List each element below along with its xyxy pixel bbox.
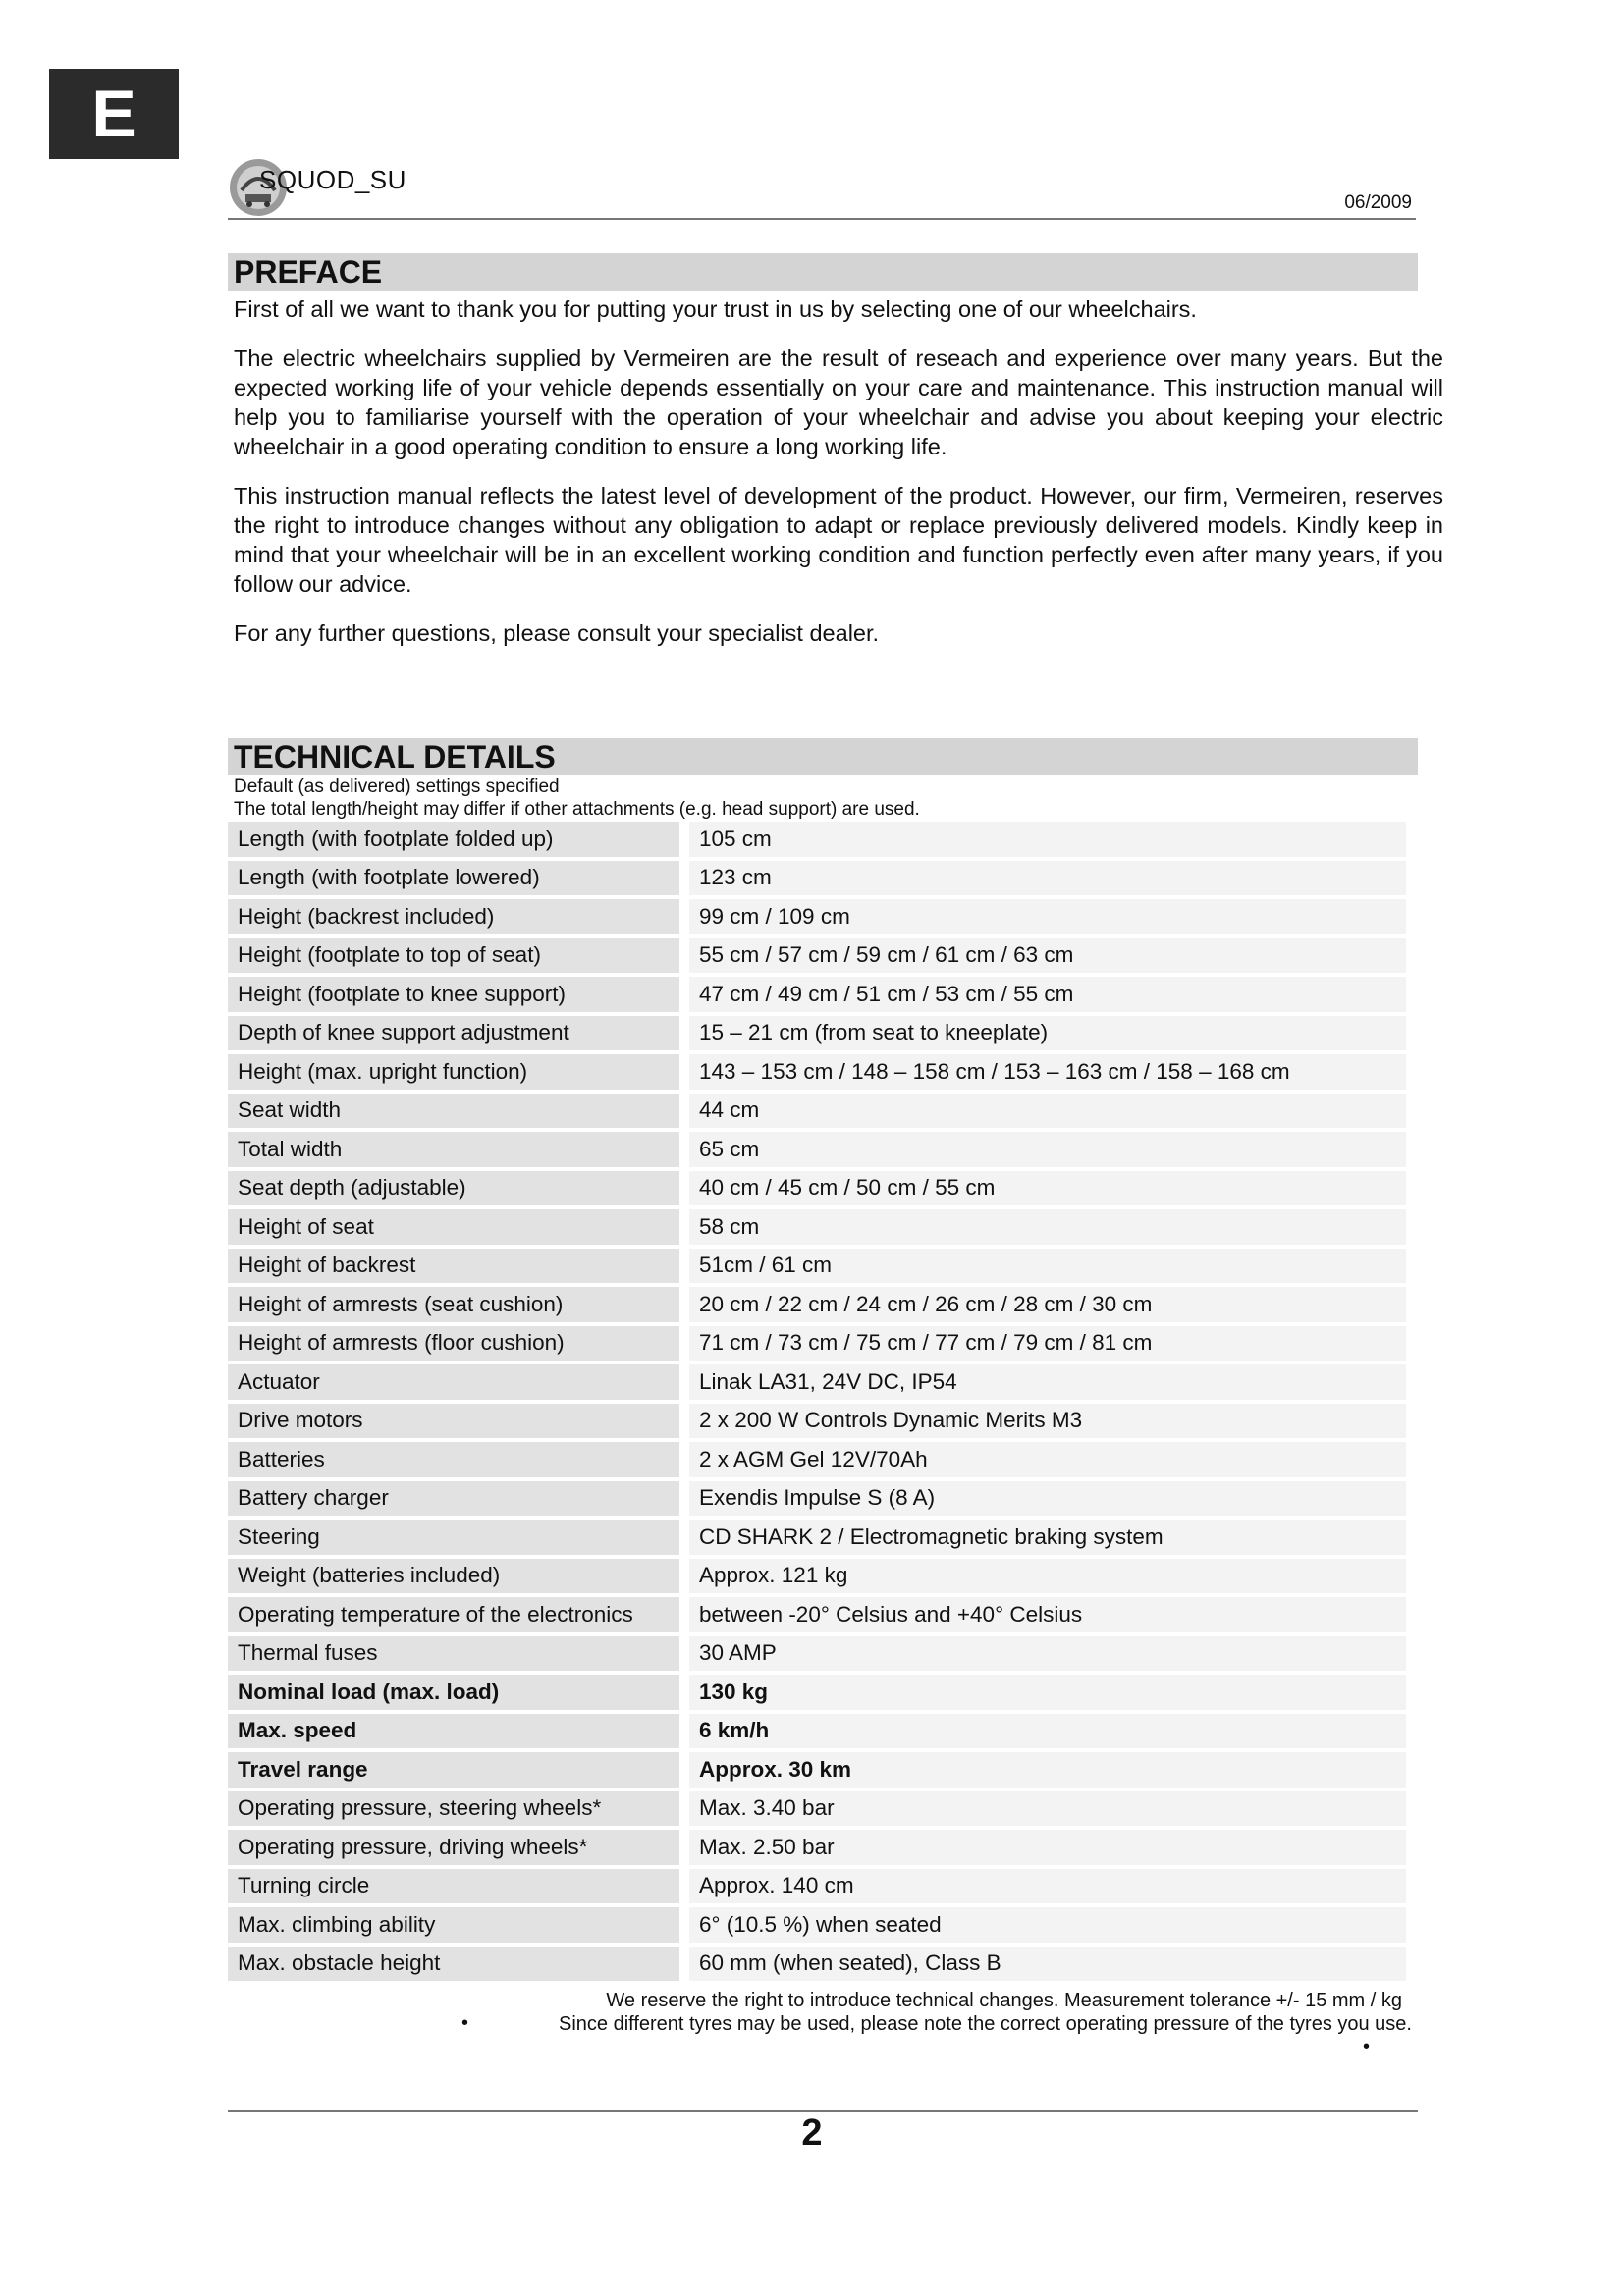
spec-value: 105 cm xyxy=(689,822,1406,857)
spec-value: Max. 2.50 bar xyxy=(689,1830,1406,1865)
column-gap xyxy=(679,1209,689,1245)
column-gap xyxy=(679,861,689,896)
spec-label: Height of seat xyxy=(228,1209,679,1245)
column-gap xyxy=(679,1559,689,1594)
spec-value: 71 cm / 73 cm / 75 cm / 77 cm / 79 cm / 81 cm xyxy=(689,1326,1406,1362)
column-gap xyxy=(679,1714,689,1749)
column-gap xyxy=(679,1287,689,1322)
preface-paragraph: The electric wheelchairs supplied by Vermeiren are the result of reseach and experience over many years. But the expected working life of your vehicle depends essentially on your care and maintenance. This instruction manual will help you to familiarise yourself with the operation of your wheelchair and advise you about keeping your electric wheelchair in a good operating condition to ensure a long working life. xyxy=(234,346,1443,459)
table-row xyxy=(228,1791,1406,1827)
spec-label: Nominal load (max. load) xyxy=(228,1675,679,1710)
spec-value: Approx. 140 cm xyxy=(689,1869,1406,1904)
table-row xyxy=(228,1597,1406,1632)
tyre-pressure-note: Since different tyres may be used, please note the correct operating pressure of the tyres you use. xyxy=(558,2013,1412,2035)
spec-label: Max. obstacle height xyxy=(228,1947,679,1982)
table-row xyxy=(228,1249,1406,1284)
column-gap xyxy=(679,938,689,974)
column-gap xyxy=(679,1869,689,1904)
column-gap xyxy=(679,1907,689,1943)
preface-paragraph: First of all we want to thank you for putting your trust in us by selecting one of our wheelchairs. xyxy=(234,296,1197,322)
spec-value: 15 – 21 cm (from seat to kneeplate) xyxy=(689,1016,1406,1051)
language-tab: E xyxy=(49,69,179,159)
technical-details-table xyxy=(228,818,1406,1985)
table-row xyxy=(228,822,1406,857)
spec-value: 6 km/h xyxy=(689,1714,1406,1749)
table-row xyxy=(228,1752,1406,1788)
spec-value: Approx. 30 km xyxy=(689,1752,1406,1788)
spec-label: Height (footplate to top of seat) xyxy=(228,938,679,974)
spec-label: Height of armrests (seat cushion) xyxy=(228,1287,679,1322)
column-gap xyxy=(679,1830,689,1865)
column-gap xyxy=(679,1132,689,1167)
spec-value: 143 – 153 cm / 148 – 158 cm / 153 – 163 cm / 158 – 168 cm xyxy=(689,1054,1406,1090)
column-gap xyxy=(679,1481,689,1517)
table-row xyxy=(228,938,1406,974)
column-gap xyxy=(679,822,689,857)
spec-label: Height (max. upright function) xyxy=(228,1054,679,1090)
preface-body xyxy=(228,294,1449,648)
model-name: SQUOD_SU xyxy=(259,165,406,194)
table-row xyxy=(228,1364,1406,1400)
column-gap xyxy=(679,1016,689,1051)
table-row xyxy=(228,1094,1406,1129)
table-row xyxy=(228,1209,1406,1245)
spec-value: 6° (10.5 %) when seated xyxy=(689,1907,1406,1943)
spec-value: Exendis Impulse S (8 A) xyxy=(689,1481,1406,1517)
spec-label: Height (backrest included) xyxy=(228,899,679,934)
table-row xyxy=(228,1830,1406,1865)
column-gap xyxy=(679,1054,689,1090)
table-row xyxy=(228,1714,1406,1749)
table-row xyxy=(228,1404,1406,1439)
page-number: 2 xyxy=(801,2112,823,2154)
spec-label: Operating pressure, driving wheels* xyxy=(228,1830,679,1865)
document-date: 06/2009 xyxy=(1344,192,1412,213)
table-row xyxy=(228,1907,1406,1943)
column-gap xyxy=(679,899,689,934)
spec-label: Height of backrest xyxy=(228,1249,679,1284)
spec-label: Battery charger xyxy=(228,1481,679,1517)
spec-value: 30 AMP xyxy=(689,1636,1406,1672)
spec-value: CD SHARK 2 / Electromagnetic braking system xyxy=(689,1520,1406,1555)
spec-value: 2 x AGM Gel 12V/70Ah xyxy=(689,1442,1406,1477)
spec-value: 130 kg xyxy=(689,1675,1406,1710)
spec-value: 58 cm xyxy=(689,1209,1406,1245)
spec-label: Depth of knee support adjustment xyxy=(228,1016,679,1051)
spec-label: Weight (batteries included) xyxy=(228,1559,679,1594)
spec-label: Height of armrests (floor cushion) xyxy=(228,1326,679,1362)
technical-details-title: TECHNICAL DETAILS xyxy=(228,738,1418,775)
spec-label: Thermal fuses xyxy=(228,1636,679,1672)
spec-label: Actuator xyxy=(228,1364,679,1400)
table-row xyxy=(228,899,1406,934)
spec-value: 99 cm / 109 cm xyxy=(689,899,1406,934)
spec-label: Length (with footplate lowered) xyxy=(228,861,679,896)
spec-value: 55 cm / 57 cm / 59 cm / 61 cm / 63 cm xyxy=(689,938,1406,974)
technical-details-section xyxy=(228,738,1418,1985)
spec-value: 20 cm / 22 cm / 24 cm / 26 cm / 28 cm / 30 cm xyxy=(689,1287,1406,1322)
table-row xyxy=(228,861,1406,896)
page-header xyxy=(228,147,1416,220)
table-row xyxy=(228,1520,1406,1555)
column-gap xyxy=(679,1752,689,1788)
table-row xyxy=(228,977,1406,1012)
spec-label: Height (footplate to knee support) xyxy=(228,977,679,1012)
spec-label: Total width xyxy=(228,1132,679,1167)
preface-title: PREFACE xyxy=(228,253,1418,291)
spec-value: 51cm / 61 cm xyxy=(689,1249,1406,1284)
column-gap xyxy=(679,977,689,1012)
column-gap xyxy=(679,1520,689,1555)
spec-value: 65 cm xyxy=(689,1132,1406,1167)
spec-label: Steering xyxy=(228,1520,679,1555)
table-row xyxy=(228,1947,1406,1982)
attachments-note: The total length/height may differ if other attachments (e.g. head support) are used. xyxy=(234,799,920,820)
spec-value: 47 cm / 49 cm / 51 cm / 53 cm / 55 cm xyxy=(689,977,1406,1012)
table-row xyxy=(228,1869,1406,1904)
spec-label: Drive motors xyxy=(228,1404,679,1439)
column-gap xyxy=(679,1675,689,1710)
spec-value: Approx. 121 kg xyxy=(689,1559,1406,1594)
spec-label: Seat depth (adjustable) xyxy=(228,1171,679,1206)
bullet: • xyxy=(461,2012,469,2034)
table-row xyxy=(228,1442,1406,1477)
column-gap xyxy=(679,1636,689,1672)
spec-value: 2 x 200 W Controls Dynamic Merits M3 xyxy=(689,1404,1406,1439)
table-row xyxy=(228,1287,1406,1322)
spec-label: Length (with footplate folded up) xyxy=(228,822,679,857)
column-gap xyxy=(679,1947,689,1982)
column-gap xyxy=(679,1171,689,1206)
technical-changes-note: We reserve the right to introduce technical changes. Measurement tolerance +/- 15 mm / kg xyxy=(606,1990,1402,2011)
bullet: • xyxy=(1363,2036,1371,2057)
table-row xyxy=(228,1559,1406,1594)
spec-value: 60 mm (when seated), Class B xyxy=(689,1947,1406,1982)
column-gap xyxy=(679,1791,689,1827)
spec-label: Max. speed xyxy=(228,1714,679,1749)
spec-value: 40 cm / 45 cm / 50 cm / 55 cm xyxy=(689,1171,1406,1206)
column-gap xyxy=(679,1249,689,1284)
table-row xyxy=(228,1016,1406,1051)
column-gap xyxy=(679,1326,689,1362)
table-row xyxy=(228,1054,1406,1090)
spec-value: Max. 3.40 bar xyxy=(689,1791,1406,1827)
table-row xyxy=(228,1675,1406,1710)
preface-paragraph: For any further questions, please consult your specialist dealer. xyxy=(234,620,880,646)
column-gap xyxy=(679,1364,689,1400)
spec-label: Operating temperature of the electronics xyxy=(228,1597,679,1632)
table-row xyxy=(228,1481,1406,1517)
spec-value: 123 cm xyxy=(689,861,1406,896)
spec-value: between -20° Celsius and +40° Celsius xyxy=(689,1597,1406,1632)
spec-label: Operating pressure, steering wheels* xyxy=(228,1791,679,1827)
column-gap xyxy=(679,1404,689,1439)
column-gap xyxy=(679,1094,689,1129)
spec-value: 44 cm xyxy=(689,1094,1406,1129)
table-row xyxy=(228,1326,1406,1362)
table-row xyxy=(228,1132,1406,1167)
table-row xyxy=(228,1636,1406,1672)
preface-section xyxy=(228,253,1443,667)
spec-label: Max. climbing ability xyxy=(228,1907,679,1943)
spec-label: Seat width xyxy=(228,1094,679,1129)
spec-value: Linak LA31, 24V DC, IP54 xyxy=(689,1364,1406,1400)
settings-note: Default (as delivered) settings specified xyxy=(234,776,560,797)
column-gap xyxy=(679,1442,689,1477)
preface-paragraph: This instruction manual reflects the latest level of development of the product. However, our firm, Vermeiren, reserves the right to introduce changes without any obligation to adapt or replace previously delivered models. Kindly keep in mind that your wheelchair will be in an excellent working condition and function perfectly even after many years, if you follow our advice. xyxy=(234,483,1443,597)
spec-label: Travel range xyxy=(228,1752,679,1788)
column-gap xyxy=(679,1597,689,1632)
spec-label: Turning circle xyxy=(228,1869,679,1904)
table-row xyxy=(228,1171,1406,1206)
spec-label: Batteries xyxy=(228,1442,679,1477)
